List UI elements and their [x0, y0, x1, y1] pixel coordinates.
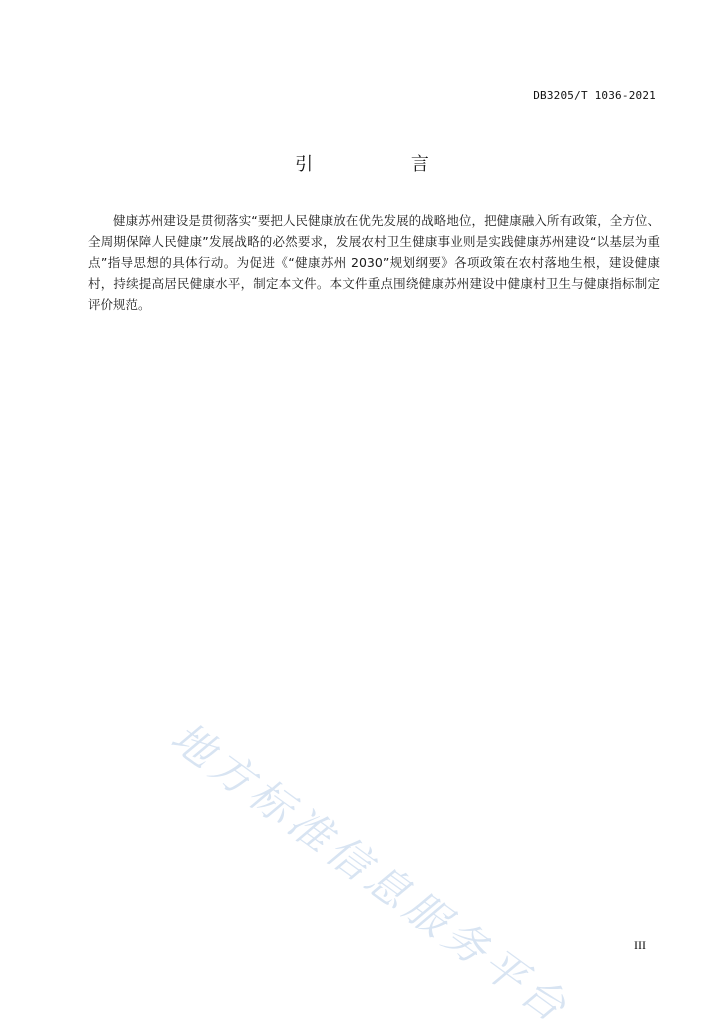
introduction-paragraph: 健康苏州建设是贯彻落实“要把人民健康放在优先发展的战略地位，把健康融入所有政策，全方位、全周期保障人民健康”发展战略的必然要求，发展农村卫生健康事业则是实践健康苏州建设“以基层为重点”指导思想的具体行动。为促进《“健康苏州 2030”规划纲要》各项政策在农村落地生根，建设健康村，持续提高居民健康水平，制定本文件。本文件重点围绕健康苏州建设中健康村卫生与健康指标制定评价规范。: [88, 213, 660, 312]
document-code: DB3205/T 1036-2021: [533, 89, 656, 102]
page-number: III: [634, 938, 646, 952]
section-title: 引 言: [295, 154, 475, 175]
watermark-text: 地方标准信息服务平台: [162, 712, 580, 1034]
